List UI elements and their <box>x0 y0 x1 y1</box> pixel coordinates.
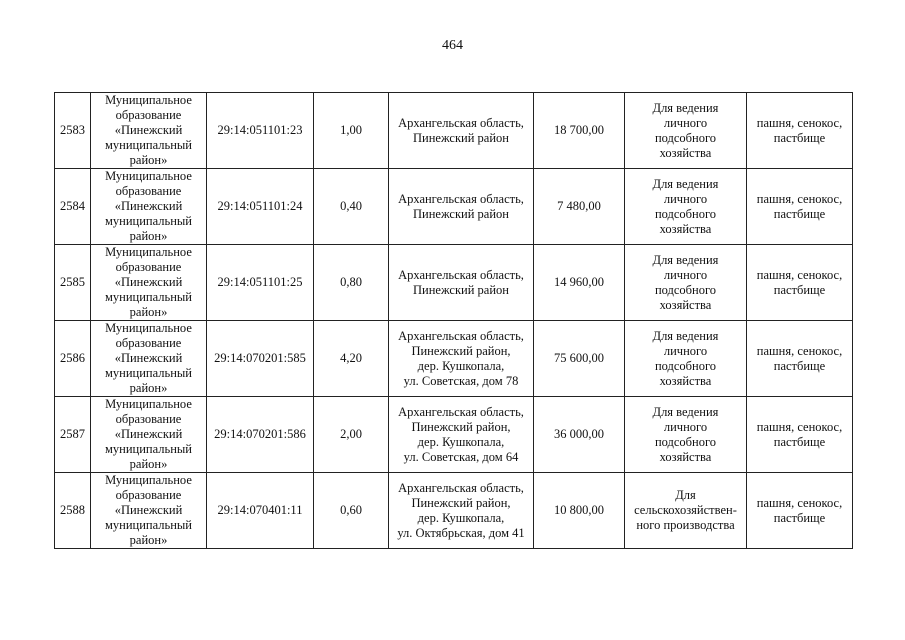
table-row <box>55 169 853 245</box>
page-number: 464 <box>442 38 463 53</box>
cell-price: 18 700,00 <box>534 93 625 169</box>
cell-owner: Муниципальное образование «Пинежский муниципальный район» <box>91 169 207 245</box>
land-plot-table <box>54 92 853 549</box>
cell-land-use: пашня, сенокос, пастбище <box>747 169 853 245</box>
cell-area: 0,60 <box>314 473 389 549</box>
cell-cadastral-number: 29:14:051101:25 <box>207 245 314 321</box>
cell-cadastral-number: 29:14:070201:586 <box>207 397 314 473</box>
cell-owner: Муниципальное образование «Пинежский муниципальный район» <box>91 93 207 169</box>
cell-owner: Муниципальное образование «Пинежский муниципальный район» <box>91 245 207 321</box>
cell-cadastral-number: 29:14:070401:11 <box>207 473 314 549</box>
cell-purpose: Для сельскохозяйствен- ного производства <box>625 473 747 549</box>
cell-address: Архангельская область, Пинежский район, дер. Кушкопала, ул. Октябрьская, дом 41 <box>389 473 534 549</box>
cell-land-use: пашня, сенокос, пастбище <box>747 245 853 321</box>
cell-owner: Муниципальное образование «Пинежский муниципальный район» <box>91 397 207 473</box>
cell-address: Архангельская область, Пинежский район <box>389 169 534 245</box>
cell-area: 2,00 <box>314 397 389 473</box>
cell-price: 75 600,00 <box>534 321 625 397</box>
cell-owner: Муниципальное образование «Пинежский муниципальный район» <box>91 321 207 397</box>
cell-area: 1,00 <box>314 93 389 169</box>
cell-price: 36 000,00 <box>534 397 625 473</box>
cell-area: 4,20 <box>314 321 389 397</box>
cell-price: 14 960,00 <box>534 245 625 321</box>
cell-purpose: Для ведения личного подсобного хозяйства <box>625 169 747 245</box>
table-row <box>55 397 853 473</box>
cell-row-number: 2588 <box>55 473 91 549</box>
cell-cadastral-number: 29:14:051101:23 <box>207 93 314 169</box>
cell-row-number: 2584 <box>55 169 91 245</box>
cell-cadastral-number: 29:14:070201:585 <box>207 321 314 397</box>
table-row <box>55 93 853 169</box>
table-row <box>55 321 853 397</box>
cell-row-number: 2583 <box>55 93 91 169</box>
cell-address: Архангельская область, Пинежский район, дер. Кушкопала, ул. Советская, дом 78 <box>389 321 534 397</box>
cell-price: 7 480,00 <box>534 169 625 245</box>
cell-address: Архангельская область, Пинежский район <box>389 93 534 169</box>
cell-area: 0,40 <box>314 169 389 245</box>
cell-row-number: 2587 <box>55 397 91 473</box>
cell-cadastral-number: 29:14:051101:24 <box>207 169 314 245</box>
cell-owner: Муниципальное образование «Пинежский муниципальный район» <box>91 473 207 549</box>
cell-price: 10 800,00 <box>534 473 625 549</box>
cell-purpose: Для ведения личного подсобного хозяйства <box>625 93 747 169</box>
table-row <box>55 245 853 321</box>
cell-address: Архангельская область, Пинежский район <box>389 245 534 321</box>
cell-land-use: пашня, сенокос, пастбище <box>747 321 853 397</box>
cell-purpose: Для ведения личного подсобного хозяйства <box>625 397 747 473</box>
cell-purpose: Для ведения личного подсобного хозяйства <box>625 321 747 397</box>
cell-area: 0,80 <box>314 245 389 321</box>
cell-address: Архангельская область, Пинежский район, дер. Кушкопала, ул. Советская, дом 64 <box>389 397 534 473</box>
cell-land-use: пашня, сенокос, пастбище <box>747 397 853 473</box>
cell-land-use: пашня, сенокос, пастбище <box>747 473 853 549</box>
cell-row-number: 2585 <box>55 245 91 321</box>
cell-purpose: Для ведения личного подсобного хозяйства <box>625 245 747 321</box>
table-row <box>55 473 853 549</box>
cell-row-number: 2586 <box>55 321 91 397</box>
cell-land-use: пашня, сенокос, пастбище <box>747 93 853 169</box>
